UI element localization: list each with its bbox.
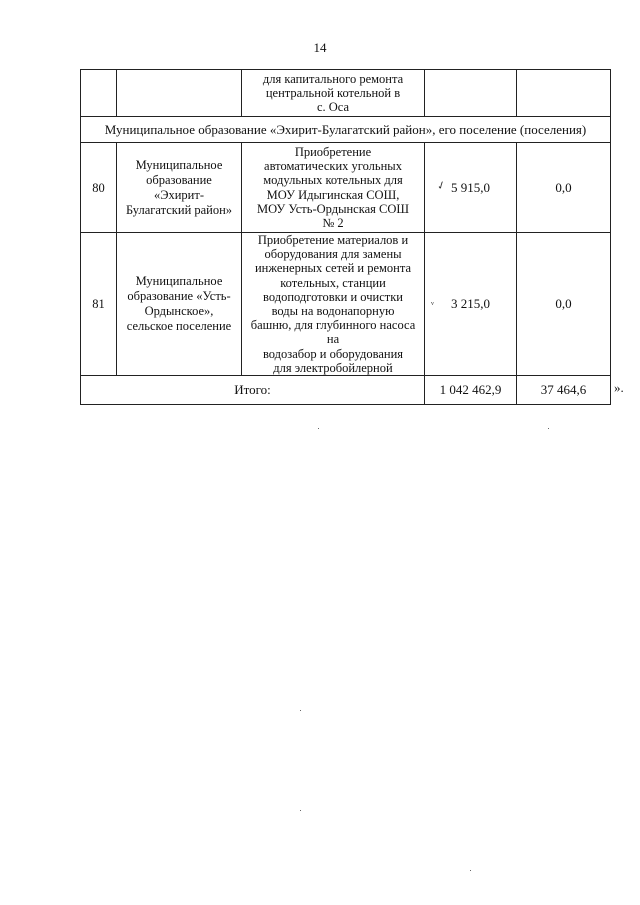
- cell-sum: [425, 70, 517, 117]
- org-line: образование: [146, 172, 212, 187]
- table-row-continuation: [81, 70, 611, 117]
- desc-line: инженерных сетей и ремонта: [254, 261, 412, 276]
- scan-speck: [548, 428, 549, 429]
- cell-sum: [425, 233, 517, 376]
- desc-line: автоматических угольных: [264, 159, 402, 174]
- desc-line: для капитального ремонта: [262, 71, 404, 86]
- desc-line: МОУ Идыгинская СОШ,: [266, 187, 400, 202]
- org-line: «Эхирит-: [153, 187, 204, 202]
- desc-line: МОУ Усть-Ордынская СОШ: [256, 201, 410, 216]
- handwritten-tick-icon: ✓: [435, 178, 448, 194]
- sum-value: 3 215,0: [451, 296, 490, 312]
- scan-speck: [300, 810, 301, 811]
- cell-value: 0,0: [517, 143, 611, 233]
- desc-line: модульных котельных для: [263, 173, 403, 188]
- cell-num: 80: [81, 143, 117, 233]
- desc-line: для электробойлерной: [273, 360, 393, 375]
- desc-line: оборудования для замены: [264, 247, 402, 262]
- desc-line: № 2: [322, 215, 344, 230]
- org-line: Муниципальное: [135, 157, 223, 172]
- cell-org: [117, 143, 242, 233]
- cell-value: 0,0: [517, 233, 611, 376]
- desc-line: водозабор и оборудования: [262, 346, 404, 361]
- cell-description: [242, 233, 425, 376]
- total-sum: 1 042 462,9: [425, 376, 517, 405]
- desc-line: воды на водонапорную: [271, 304, 395, 319]
- cell-num: [81, 70, 117, 117]
- org-line: образование «Усть-: [127, 289, 231, 304]
- org-line: Муниципальное: [135, 274, 223, 289]
- cell-org: [117, 70, 242, 117]
- org-line: сельское поселение: [126, 319, 232, 334]
- desc-line: башню, для глубинного насоса на: [250, 318, 416, 347]
- cell-org: [117, 233, 242, 376]
- desc-line: центральной котельной в: [265, 85, 401, 100]
- cell-description: [242, 143, 425, 233]
- table-row: [81, 143, 611, 233]
- section-heading: Муниципальное образование «Эхирит-Булагатский район», его поселение (поселения): [81, 117, 611, 143]
- desc-line: котельных, станции: [280, 275, 386, 290]
- scan-speck: [470, 870, 471, 871]
- closing-quote: ».: [614, 380, 624, 395]
- total-value: 37 464,6: [517, 376, 611, 405]
- sum-value: 5 915,0: [451, 179, 490, 195]
- funding-table: [80, 69, 611, 405]
- desc-line: с. Оса: [316, 100, 350, 115]
- handwritten-tick-icon: ᵥ: [431, 296, 434, 307]
- scan-speck: [300, 710, 301, 711]
- page-number: 14: [313, 40, 327, 55]
- desc-line: водоподготовки и очистки: [263, 289, 403, 304]
- desc-line: Приобретение материалов и: [257, 233, 409, 247]
- total-label: Итого:: [81, 376, 425, 405]
- table-row: [81, 233, 611, 376]
- cell-description: [242, 70, 425, 117]
- desc-line: Приобретение: [294, 144, 372, 159]
- cell-num: 81: [81, 233, 117, 376]
- cell-value: [517, 70, 611, 117]
- section-heading-row: [81, 117, 611, 143]
- total-row: [81, 376, 611, 405]
- org-line: Ордынское»,: [144, 304, 214, 319]
- cell-sum: [425, 143, 517, 233]
- org-line: Булагатский район»: [125, 202, 233, 217]
- scan-speck: [318, 428, 319, 429]
